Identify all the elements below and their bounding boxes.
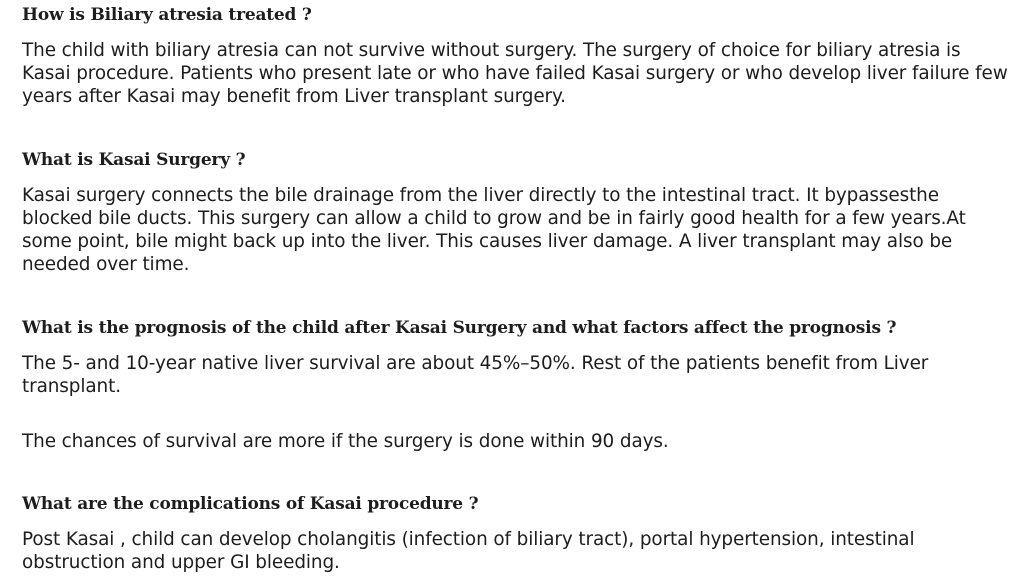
- section-paragraph: The child with biliary atresia can not survive without surgery. The surgery of choice for biliary atresia is Kasai procedure. Patients who present late or who have failed Kasai surgery or who develop liver failure few years after Kasai may benefit from Liver transplant surgery.: [22, 40, 1008, 107]
- section-heading: How is Biliary atresia treated ?: [22, 5, 312, 25]
- section-paragraph: Kasai surgery connects the bile drainage from the liver directly to the intestinal tract. It bypassesthe blocked bile ducts. This surgery can allow a child to grow and be in fairly good health for a few years.At some point, bile might back up into the liver. This causes liver damage. A liver transplant may also be needed over time.: [22, 185, 966, 275]
- section-heading: What is the prognosis of the child after Kasai Surgery and what factors affect the prognosis ?: [22, 318, 897, 338]
- section-paragraph: The 5- and 10-year native liver survival are about 45%–50%. Rest of the patients benefit from Liver transplant.: [22, 353, 929, 397]
- section-paragraph: The chances of survival are more if the surgery is done within 90 days.: [22, 431, 669, 452]
- section-heading: What is Kasai Surgery ?: [22, 150, 246, 170]
- faq-section-prognosis: [22, 317, 1012, 453]
- faq-section-treatment: [22, 4, 1012, 108]
- faq-section-complications: [22, 493, 1012, 574]
- faq-section-kasai-surgery: [22, 149, 1012, 276]
- section-heading: What are the complications of Kasai procedure ?: [22, 494, 479, 514]
- section-paragraph: Post Kasai , child can develop cholangitis (infection of biliary tract), portal hypertension, intestinal obstruction and upper GI bleeding.: [22, 529, 915, 573]
